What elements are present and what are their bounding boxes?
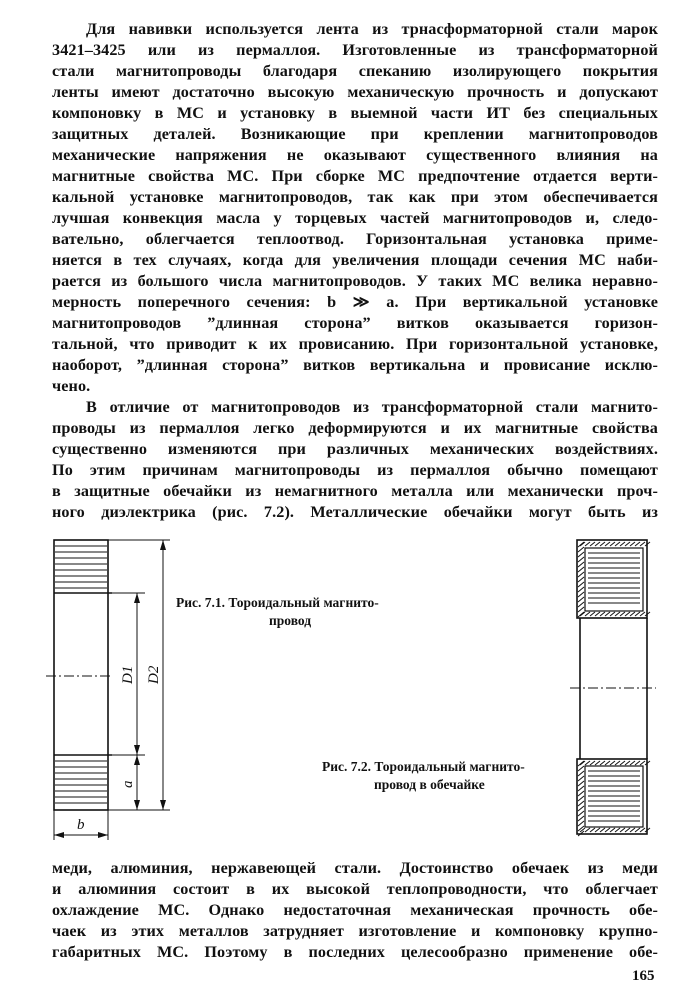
text-line: В отличие от магнитопроводов из трансформаторной стали магнито- [86,398,658,416]
text-line: в защитные обечайки из немагнитного металла или механически проч- [52,482,658,500]
text-line: механические напряжения не оказывают существенного влияния на [52,146,658,164]
core-hatching [55,546,107,803]
caption-line: провод [269,613,312,628]
text-line: меди, алюминия, нержавеющей стали. Достоинство обечаек из меди [52,859,658,877]
text-line: вательно, облегчается теплоотвод. Горизонтальная установка приме- [52,230,658,248]
text-line: рается из большого числа магнитопроводов. У таких МС велика неравно- [52,272,658,290]
text-line: проводы из пермаллоя легко деформируются и их магнитные свойства [52,419,658,437]
d2-label: D2 [146,665,162,684]
text-line: тальной, что приводит к их провисанию. При горизонтальной установке, [52,335,658,353]
text-line: ленты имеют достаточно высокую механическую прочность и допускают [52,83,658,101]
text-line: няется в тех случаях, когда для увеличения площади сечения МС наби- [52,251,658,269]
text-line: стали магнитопроводы благодаря спеканию изолирующего покрытия [52,62,658,80]
text-line: кальной установке магнитопроводов, так как при этом обеспечивается [52,188,658,206]
text-line: Для навивки используется лента из трнасформаторной стали марок [86,20,658,38]
core-outline [54,540,108,810]
figure-7-1-caption [176,594,379,630]
caption-line: Рис. 7.1. Тороидальный магнито- [176,595,379,610]
caption-line: Рис. 7.2. Тороидальный магнито- [322,759,525,774]
b-label: b [77,817,85,833]
text-line: наоборот, ”длинная сторона” витков вертикальна и провисание исклю- [52,356,658,374]
text-line: габаритных МС. Поэтому в последних целесообразно применение обе- [52,943,658,961]
page-number: 165 [632,968,655,984]
text-line: и алюминия состоит в их высокой теплопроводности, что облегчает [52,880,658,898]
text-line: компоновку в МС и установку в выемной части ИТ без специальных [52,104,658,122]
text-line: По этим причинам магнитопроводы из пермаллоя обычно помещают [52,461,658,479]
text-line: магнитопроводов ”длинная сторона” витков оказывается горизон- [52,314,658,332]
text-line: существенно изменяются при различных механических воздействиях. [52,440,658,458]
d1-label: D1 [120,665,136,684]
figure-7-1-toroidal-core [46,540,170,840]
text-line: магнитные свойства МС. При сборке МС предпочтение отдается верти- [52,167,658,185]
shell-top [577,540,647,618]
figure-7-2-core-in-shell [570,540,656,836]
text-line: чено. [52,377,91,395]
text-line: лучшая конвекция масла у торцевых частей магнитопроводов и, следо- [52,209,658,227]
text-line: чаек из этих металлов затрудняет изготовление и компоновку крупно- [52,922,658,940]
shell-hatching [578,542,650,836]
text-line: 3421–3425 или из пермаллоя. Изготовленные из трансформаторной [52,41,658,59]
text-line: защитных деталей. Возникающие при креплении магнитопроводов [52,125,658,143]
caption-line: провод в обечайке [374,777,485,792]
text-line: мерность поперечного сечения: b ≫ a. При вертикальной установке [52,293,658,311]
figure-7-2-caption [322,758,525,794]
text-line: ного диэлектрика (рис. 7.2). Металлические обечайки могут быть из [52,503,658,521]
text-line: охлаждение МС. Однако недостаточная механическая прочность обе- [52,901,658,919]
a-label: a [120,780,136,788]
